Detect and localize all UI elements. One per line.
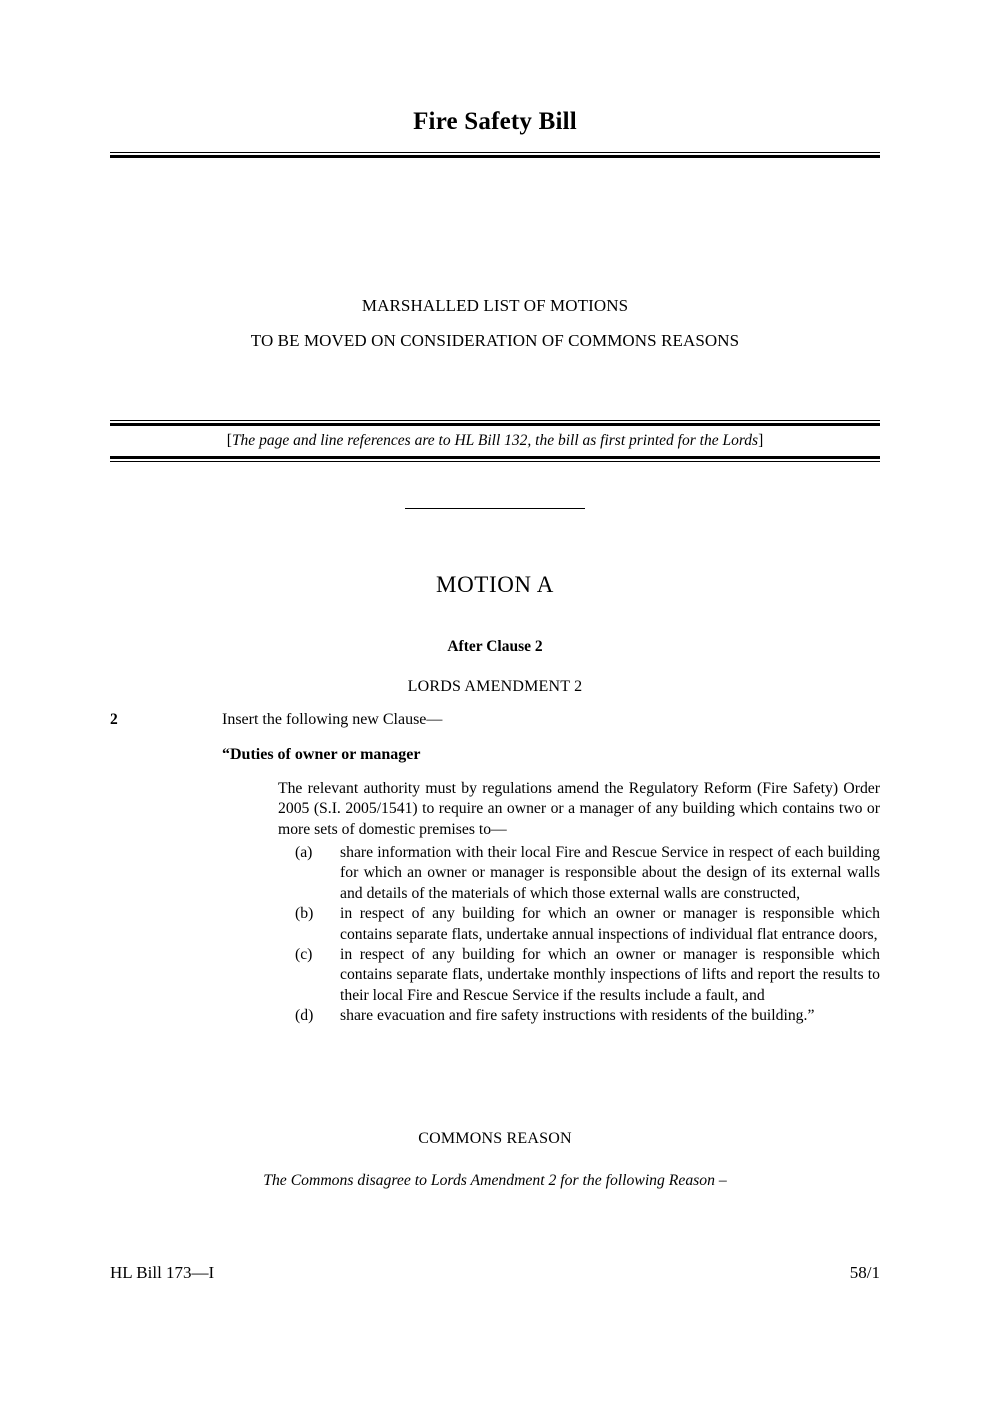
list-item xyxy=(295,945,880,1006)
page-title: Fire Safety Bill xyxy=(413,108,577,135)
sub-paragraph-text: share information with their local Fire and Rescue Service in respect of each building for which an owner or manager is responsible about the design of its external walls and details of the materials of which those external walls are constructed, xyxy=(340,844,880,902)
section-divider-rule xyxy=(405,508,585,509)
sub-paragraph-marker: (a) xyxy=(295,844,313,861)
sub-paragraph-text: in respect of any building for which an owner or manager is responsible which contains separate flats, undertake annual inspections of individual flat entrance doors, xyxy=(340,905,880,943)
reference-note-rule-bottom xyxy=(110,456,880,462)
clause-heading: After Clause 2 xyxy=(447,638,543,655)
reference-note-text: The page and line references are to HL Bill 132, the bill as first printed for the Lords xyxy=(231,432,759,449)
title-rule xyxy=(110,152,880,158)
subtitle-to-be-moved: TO BE MOVED ON CONSIDERATION OF COMMONS REASONS xyxy=(250,331,740,350)
sub-paragraph-list xyxy=(295,843,880,1027)
reference-note-close-bracket: ] xyxy=(758,432,764,449)
footer-bill-reference: HL Bill 173—I xyxy=(110,1263,215,1282)
sub-paragraph-marker: (b) xyxy=(295,905,314,923)
motion-heading: MOTION A xyxy=(436,572,554,597)
subtitle-marshalled-list: MARSHALLED LIST OF MOTIONS xyxy=(361,296,629,315)
reference-note-rule-top xyxy=(110,420,880,426)
amendment-heading: LORDS AMENDMENT 2 xyxy=(407,678,583,695)
sub-paragraph-text: in respect of any building for which an owner or manager is responsible which contains separate flats, undertake monthly inspections of lifts and report the results to their local Fire and Rescue Service if the results include a fault, and xyxy=(340,946,880,1004)
clause-body-text: The relevant authority must by regulations amend the Regulatory Reform (Fire Safety) Order 2005 (S.I. 2005/1541) to require an owner or a manager of any building which contains two or more sets of domestic premises to— xyxy=(278,780,880,838)
list-item xyxy=(295,904,880,945)
commons-reason-text: The Commons disagree to Lords Amendment 2 for the following Reason – xyxy=(263,1172,727,1189)
list-item xyxy=(295,843,880,904)
reference-note xyxy=(110,432,880,450)
reference-note-open-bracket: [ xyxy=(226,432,232,449)
sub-paragraph-marker: (d) xyxy=(295,1007,314,1025)
amendment-line-number: 2 xyxy=(110,711,118,728)
insert-instruction: Insert the following new Clause— xyxy=(222,711,443,728)
sub-paragraph-marker: (c) xyxy=(295,946,313,964)
new-clause-title: “Duties of owner or manager xyxy=(222,746,421,763)
sub-paragraph-text: share evacuation and fire safety instructions with residents of the building.” xyxy=(340,1007,815,1025)
list-item xyxy=(295,1006,880,1026)
commons-reason-heading: COMMONS REASON xyxy=(418,1130,572,1147)
footer-page-number: 58/1 xyxy=(849,1263,880,1282)
